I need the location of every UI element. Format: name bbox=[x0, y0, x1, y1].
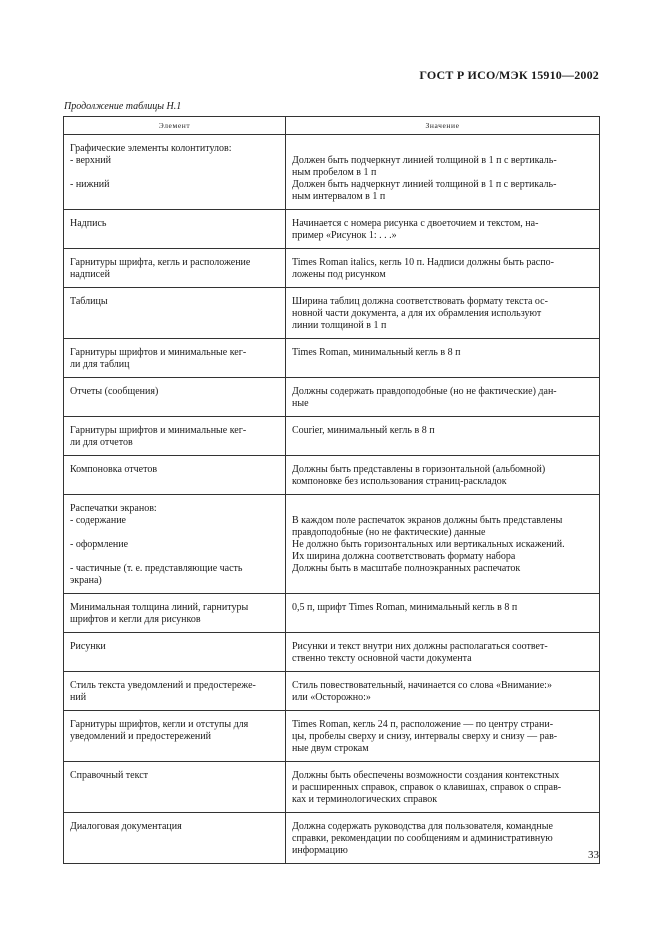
value-cell bbox=[286, 711, 600, 762]
value-cell bbox=[286, 135, 600, 210]
table-row bbox=[64, 417, 600, 456]
element-line: Гарнитуры шрифтов и минимальные кег- bbox=[70, 425, 247, 436]
element-line: уведомлений и предостережений bbox=[70, 731, 211, 742]
element-cell bbox=[64, 762, 286, 813]
value-line: Должны быть представлены в горизонтальной (альбомной) bbox=[292, 464, 546, 475]
element-line: шрифтов и кегли для рисунков bbox=[70, 614, 201, 625]
table-row bbox=[64, 378, 600, 417]
value-line: ным интервалом в 1 п bbox=[292, 191, 386, 202]
value-line: Должна содержать руководства для пользователя, командные bbox=[292, 821, 553, 832]
element-line: Гарнитуры шрифтов и минимальные кег- bbox=[70, 347, 247, 358]
value-line: пример «Рисунок 1: . . .» bbox=[292, 230, 397, 241]
element-line: - содержание bbox=[70, 515, 126, 526]
value-line: правдоподобные (но не фактические) данные bbox=[292, 527, 486, 538]
value-line: линии толщиной в 1 п bbox=[292, 320, 387, 331]
table-row bbox=[64, 495, 600, 594]
element-line: Распечатки экранов: bbox=[70, 503, 157, 514]
element-line: - оформление bbox=[70, 539, 129, 550]
table-row bbox=[64, 711, 600, 762]
element-cell bbox=[64, 135, 286, 210]
element-line: Графические элементы колонтитулов: bbox=[70, 143, 232, 154]
element-line: - верхний bbox=[70, 155, 111, 166]
element-line: ний bbox=[70, 692, 87, 703]
element-line: Стиль текста уведомлений и предостереже- bbox=[70, 680, 256, 691]
element-line: Компоновка отчетов bbox=[70, 464, 158, 475]
element-line: Минимальная толщина линий, гарнитуры bbox=[70, 602, 249, 613]
element-line: Диалоговая документация bbox=[70, 821, 182, 832]
element-cell bbox=[64, 495, 286, 594]
element-line: надписей bbox=[70, 269, 110, 280]
element-line: Рисунки bbox=[70, 641, 106, 652]
value-line: 0,5 п, шрифт Times Roman, минимальный кегль в 8 п bbox=[292, 602, 518, 613]
element-cell bbox=[64, 249, 286, 288]
element-cell bbox=[64, 594, 286, 633]
value-line: Должны быть в масштабе полноэкранных распечаток bbox=[292, 563, 521, 574]
value-line: ные двум строкам bbox=[292, 743, 369, 754]
value-line: ные bbox=[292, 398, 309, 409]
value-line: Начинается с номера рисунка с двоеточием и текстом, на- bbox=[292, 218, 539, 229]
value-line bbox=[292, 503, 594, 515]
element-line: Надпись bbox=[70, 218, 107, 229]
element-cell bbox=[64, 672, 286, 711]
value-line: Должен быть подчеркнут линией толщиной в 1 п с вертикаль- bbox=[292, 155, 557, 166]
value-line: Стиль повествовательный, начинается со слова «Внимание:» bbox=[292, 680, 552, 691]
element-line: Справочный текст bbox=[70, 770, 149, 781]
value-cell bbox=[286, 249, 600, 288]
element-line: ли для таблиц bbox=[70, 359, 130, 370]
value-line: Должны быть обеспечены возможности создания контекстных bbox=[292, 770, 560, 781]
value-cell bbox=[286, 339, 600, 378]
table-row bbox=[64, 456, 600, 495]
value-line: Courier, минимальный кегль в 8 п bbox=[292, 425, 435, 436]
element-cell bbox=[64, 633, 286, 672]
value-line: Ширина таблиц должна соответствовать формату текста ос- bbox=[292, 296, 548, 307]
value-line: Их ширина должна соответствовать формату набора bbox=[292, 551, 516, 562]
element-line: Гарнитуры шрифтов, кегли и отступы для bbox=[70, 719, 249, 730]
value-line: Times Roman, кегль 24 п, расположение — по центру страни- bbox=[292, 719, 554, 730]
value-line: новной части документа, а для их обрамления используют bbox=[292, 308, 542, 319]
value-line: справки, рекомендации по сообщениям и административную bbox=[292, 833, 553, 844]
table-header-row bbox=[64, 117, 600, 135]
value-line: ственно тексту основной части документа bbox=[292, 653, 472, 664]
value-cell bbox=[286, 288, 600, 339]
table-row bbox=[64, 813, 600, 864]
table-row bbox=[64, 594, 600, 633]
value-line: или «Осторожно:» bbox=[292, 692, 371, 703]
value-line: Должен быть надчеркнут линией толщиной в 1 п с вертикаль- bbox=[292, 179, 557, 190]
table-row bbox=[64, 762, 600, 813]
element-line: - частичные (т. е. представляющие часть bbox=[70, 563, 243, 574]
table-row bbox=[64, 135, 600, 210]
table-row bbox=[64, 633, 600, 672]
value-line: Должны содержать правдоподобные (но не фактические) дан- bbox=[292, 386, 557, 397]
value-cell bbox=[286, 456, 600, 495]
value-cell bbox=[286, 594, 600, 633]
element-line bbox=[70, 167, 280, 179]
value-line: Не должно быть горизонтальных или вертикальных искажений. bbox=[292, 539, 565, 550]
column-header-element: Элемент bbox=[64, 117, 286, 135]
element-line: Отчеты (сообщения) bbox=[70, 386, 159, 397]
page-number: 33 bbox=[588, 849, 599, 861]
table-row bbox=[64, 339, 600, 378]
element-cell bbox=[64, 456, 286, 495]
element-line: Гарнитуры шрифта, кегль и расположение bbox=[70, 257, 251, 268]
document-code: ГОСТ Р ИСО/МЭК 15910—2002 bbox=[419, 68, 599, 82]
value-cell bbox=[286, 762, 600, 813]
element-cell bbox=[64, 210, 286, 249]
value-cell bbox=[286, 495, 600, 594]
element-cell bbox=[64, 378, 286, 417]
element-line: экрана) bbox=[70, 575, 102, 586]
value-cell bbox=[286, 210, 600, 249]
spec-table bbox=[63, 116, 600, 864]
table-caption: Продолжение таблицы Н.1 bbox=[64, 101, 182, 112]
table-row bbox=[64, 249, 600, 288]
value-line: Times Roman, минимальный кегль в 8 п bbox=[292, 347, 461, 358]
element-cell bbox=[64, 711, 286, 762]
column-header-value: Значение bbox=[286, 117, 600, 135]
value-cell bbox=[286, 672, 600, 711]
element-line: Таблицы bbox=[70, 296, 108, 307]
value-line: ным пробелом в 1 п bbox=[292, 167, 377, 178]
value-line: и расширенных справок, справок о клавишах, справок о справ- bbox=[292, 782, 562, 793]
value-line: ложены под рисунком bbox=[292, 269, 386, 280]
value-cell bbox=[286, 378, 600, 417]
table-body bbox=[64, 135, 600, 864]
value-line: Times Roman italics, кегль 10 п. Надписи должны быть распо- bbox=[292, 257, 554, 268]
value-cell bbox=[286, 633, 600, 672]
value-line: компоновке без использования страниц-раскладок bbox=[292, 476, 507, 487]
element-cell bbox=[64, 417, 286, 456]
value-cell bbox=[286, 813, 600, 864]
value-line bbox=[292, 143, 594, 155]
value-line: ках и терминологических справок bbox=[292, 794, 438, 805]
element-cell bbox=[64, 288, 286, 339]
element-line: ли для отчетов bbox=[70, 437, 133, 448]
value-line: информацию bbox=[292, 845, 348, 856]
element-line: - нижний bbox=[70, 179, 110, 190]
table-row bbox=[64, 672, 600, 711]
element-cell bbox=[64, 339, 286, 378]
value-line: Рисунки и текст внутри них должны располагаться соответ- bbox=[292, 641, 548, 652]
element-cell bbox=[64, 813, 286, 864]
value-line: В каждом поле распечаток экранов должны быть представлены bbox=[292, 515, 563, 526]
value-line: цы, пробелы сверху и снизу, интервалы сверху и снизу — рав- bbox=[292, 731, 558, 742]
element-line bbox=[70, 551, 280, 563]
table-row bbox=[64, 288, 600, 339]
value-cell bbox=[286, 417, 600, 456]
table-row bbox=[64, 210, 600, 249]
element-line bbox=[70, 527, 280, 539]
